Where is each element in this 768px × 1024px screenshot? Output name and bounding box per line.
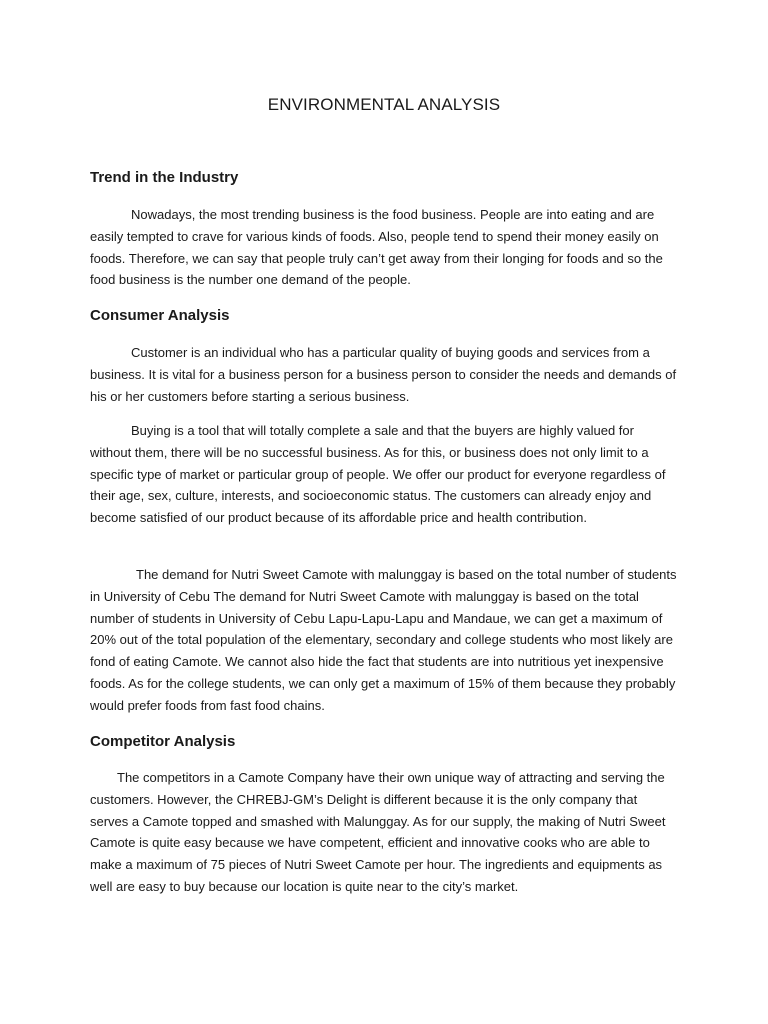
paragraph-competitor: The competitors in a Camote Company have their own unique way of attracting and serving the customers. However, the CHREBJ-GM’s Delight is different because it is the only company that serves a Camote topped and smashed with Malunggay. As for our supply, the making of Nutri Sweet Camote is quite easy because we have competent, efficient and innovative cooks who are able to make a maximum of 75 pieces of Nutri Sweet Camote per hour. The ingredients and equipments as well are easy to buy because our location is quite near to the city’s market. xyxy=(90,770,666,894)
paragraph-consumer-1: Customer is an individual who has a particular quality of buying goods and services from a business. It is vital for a business person for a business person to consider the needs and demands of his or her customers before starting a serious business. xyxy=(90,345,677,404)
paragraph-trend: Nowadays, the most trending business is the food business. People are into eating and are easily tempted to crave for various kinds of foods. Also, people tend to spend their money easily on foods. Therefore, we can say that people truly can’t get away from their longing for foods and so the food business is the number one demand of the people. xyxy=(90,207,663,288)
section-heading-consumer: Consumer Analysis xyxy=(90,307,230,324)
document-title: ENVIRONMENTAL ANALYSIS xyxy=(267,95,501,114)
section-heading-competitor: Competitor Analysis xyxy=(90,733,236,750)
section-heading-trend: Trend in the Industry xyxy=(90,169,239,186)
paragraph-consumer-2: Buying is a tool that will totally complete a sale and that the buyers are highly valued for without them, there will be no successful business. As for this, or business does not only limit to a specific type of market or particular group of people. We offer our product for everyone regardless of their age, sex, culture, interests, and socioeconomic status. The customers can already enjoy and become satisfied of our product because of its affordable price and health contribution. xyxy=(90,423,666,526)
paragraph-consumer-3: The demand for Nutri Sweet Camote with malunggay is based on the total number of students in University of Cebu The demand for Nutri Sweet Camote with malunggay is based on the total number of students in University of Cebu Lapu-Lapu-Lapu and Mandaue, we can get a maximum of 20% out of the total population of the elementary, secondary and college students who most likely are fond of eating Camote. We cannot also hide the fact that students are into nutritious yet inexpensive foods. As for the college students, we can only get a maximum of 15% of them because they probably would prefer foods from fast food chains. xyxy=(90,567,677,713)
